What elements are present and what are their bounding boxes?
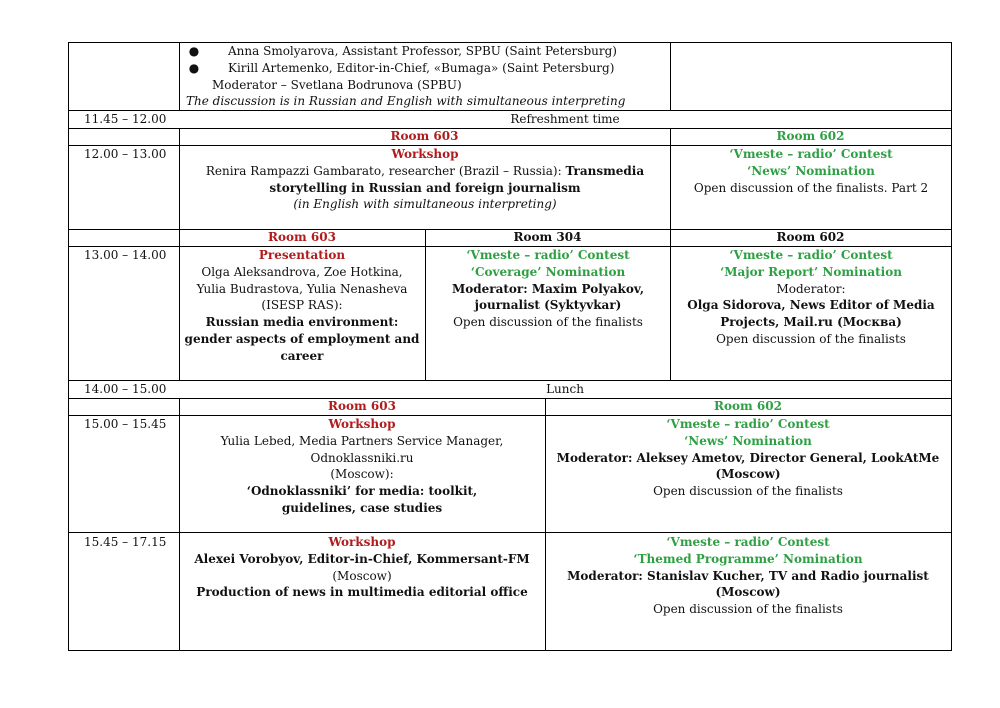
nomination: ‘News’ Nomination	[747, 163, 875, 178]
session-cell	[548, 534, 948, 618]
session-speaker: Yulia Lebed, Media Partners Service Manager, Odnoklassniki.ru	[220, 433, 504, 465]
session-speaker: Alexei Vorobyov, Editor-in-Chief, Kommersant-FM	[194, 551, 530, 566]
nomination: ‘Major Report’ Nomination	[720, 264, 902, 279]
contest-title: ‘Vmeste – radio’ Contest	[466, 248, 630, 262]
rule	[179, 128, 180, 380]
contest-title: ‘Vmeste – radio’ Contest	[729, 147, 893, 161]
session-org: (ISESP RAS):	[261, 298, 343, 313]
break-label: Refreshment time	[510, 112, 620, 126]
session-cell	[184, 146, 666, 213]
rule	[951, 42, 952, 651]
rule	[68, 650, 952, 651]
time-slot: 13.00 – 14.00	[84, 248, 167, 262]
rule	[425, 229, 426, 380]
time-slot: 12.00 – 13.00	[84, 147, 167, 161]
moderator: Moderator: Stanislav Kucher, TV and Radio journalist (Moscow)	[567, 568, 929, 600]
nomination: ‘Coverage’ Nomination	[470, 264, 626, 279]
contest-title: ‘Vmeste – radio’ Contest	[666, 535, 830, 549]
session-cell	[672, 146, 950, 196]
time-slot: 11.45 – 12.00	[84, 112, 167, 126]
session-cell	[672, 247, 950, 348]
top-cell	[186, 43, 670, 110]
session-authors: Olga Aleksandrova, Zoe Hotkina, Yulia Budrastova, Yulia Nenasheva	[196, 264, 408, 296]
room-header: Room 603	[390, 129, 459, 143]
bullet-icon: ●	[188, 44, 200, 58]
contest-title: ‘Vmeste – radio’ Contest	[729, 248, 893, 262]
session-speaker: Renira Rampazzi Gambarato, researcher (Brazil – Russia): Transmedia storytelling in Russian and foreign journalism	[205, 163, 645, 195]
session-desc: Open discussion of the finalists. Part 2	[693, 180, 929, 195]
session-type: Workshop	[328, 417, 396, 431]
room-header: Room 602	[776, 230, 845, 244]
session-type: Workshop	[328, 535, 396, 549]
moderator: Moderator: Maxim Polyakov, journalist (Syktyvkar)	[451, 281, 645, 313]
session-topic: Production of news in multimedia editorial office	[196, 585, 528, 600]
session-cell	[428, 247, 668, 331]
list-item: ● Anna Smolyarova, Assistant Professor, SPBU (Saint Petersburg)	[186, 43, 670, 60]
session-desc: Open discussion of the finalists	[653, 602, 843, 617]
nomination: ‘News’ Nomination	[684, 433, 812, 448]
session-cell	[210, 416, 514, 517]
moderator: Olga Sidorova, News Editor of Media Projects, Mail.ru (Москва)	[687, 298, 935, 330]
room-header: Room 304	[513, 230, 582, 244]
session-topic: Russian media environment: gender aspects of employment and career	[184, 315, 420, 363]
time-slot: 14.00 – 15.00	[84, 382, 167, 396]
moderator-label: Moderator:	[776, 281, 846, 296]
break-label: Lunch	[546, 382, 584, 396]
session-cell	[180, 534, 544, 601]
rule	[670, 42, 671, 110]
room-header: Room 603	[268, 230, 336, 244]
session-desc: Open discussion of the finalists	[453, 315, 643, 330]
session-note: (in English with simultaneous interpreting)	[293, 197, 557, 212]
bullet-icon: ●	[188, 60, 200, 75]
rule	[68, 532, 952, 533]
moderator: Moderator: Aleksey Ametov, Director General, LookAtMe (Moscow)	[556, 450, 940, 482]
session-type: Workshop	[391, 147, 459, 161]
room-header: Room 603	[328, 399, 396, 413]
session-cell	[182, 247, 422, 365]
list-item: ● Kirill Artemenko, Editor-in-Chief, «Bumaga» (Saint Petersburg)	[186, 60, 670, 77]
rule	[68, 42, 69, 651]
session-city: (Moscow)	[332, 568, 392, 583]
session-cell	[548, 416, 948, 500]
session-topic: ‘Odnoklassniki’ for media: toolkit, guidelines, case studies	[246, 484, 478, 515]
room-header: Room 602	[776, 129, 845, 143]
time-slot: 15.00 – 15.45	[84, 417, 167, 431]
session-city: (Moscow):	[330, 467, 394, 482]
session-desc: Open discussion of the finalists	[653, 484, 843, 499]
time-slot: 15.45 – 17.15	[84, 535, 167, 549]
rule	[179, 42, 180, 110]
moderator-line: Moderator – Svetlana Bodrunova (SPBU)	[212, 77, 462, 92]
rule	[670, 229, 671, 380]
interpreting-note: The discussion is in Russian and English with simultaneous interpreting	[186, 94, 626, 109]
rule	[545, 398, 546, 650]
session-type: Presentation	[258, 248, 346, 262]
rule	[179, 398, 180, 650]
session-desc: Open discussion of the finalists	[716, 331, 906, 346]
room-header: Room 602	[714, 399, 782, 413]
nomination: ‘Themed Programme’ Nomination	[633, 551, 863, 566]
contest-title: ‘Vmeste – radio’ Contest	[666, 417, 830, 431]
